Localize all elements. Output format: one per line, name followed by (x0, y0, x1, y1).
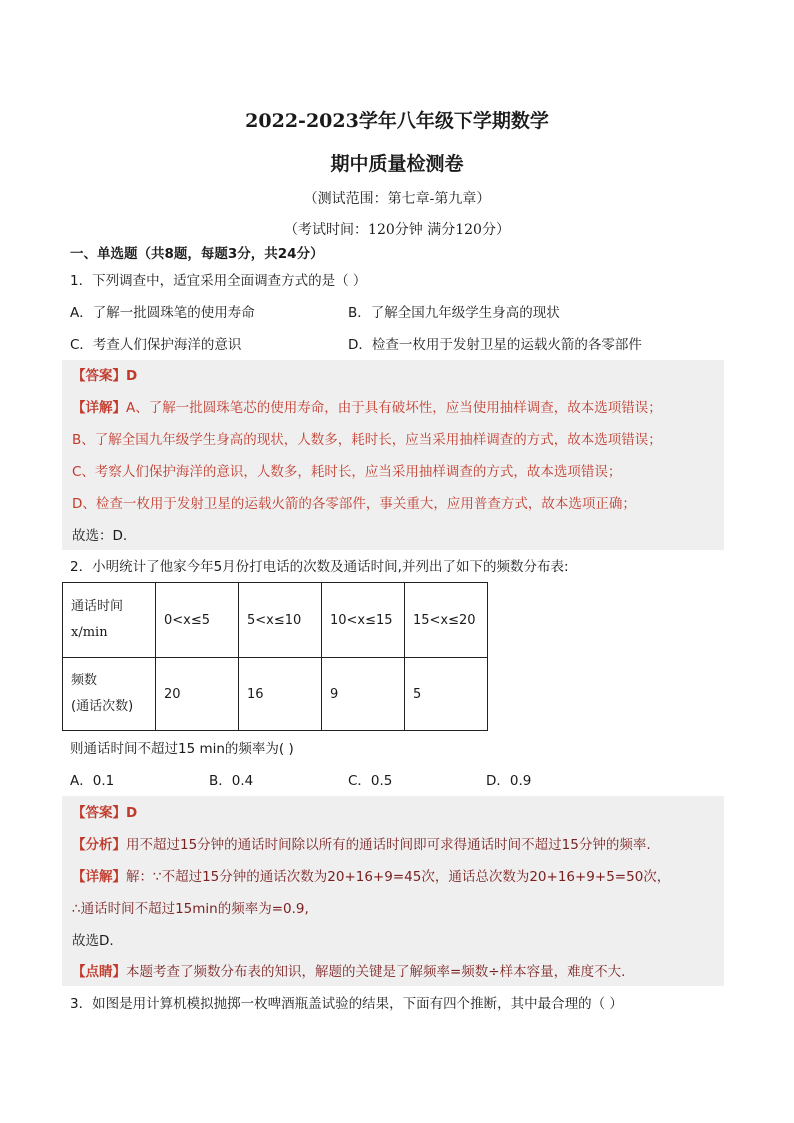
q2-analysis: 【分析】用不超过15分钟的通话时间除以所有的通话时间即可求得通话时间不超过15分钟的频率. (72, 837, 651, 853)
q1-detail-a: 【详解】A、了解一批圆珠笔芯的使用寿命，由于具有破坏性，应当使用抽样调查，故本选项错误； (72, 400, 662, 416)
q1-detail-d: D、检查一枚用于发射卫星的运载火箭的各零部件，事关重大，应用普查方式，故本选项正确； (72, 496, 636, 512)
q2-detail-1: 【详解】解：∵不超过15分钟的通话次数为20+16+9=45次，通话总次数为20+16+9+5=50次， (72, 869, 671, 885)
table-header-cell: 频数 (通话次数) (63, 658, 156, 731)
q2-option-a: A．0.1 (70, 773, 115, 789)
table-cell: 5 (405, 658, 488, 731)
q3-stem: 3．如图是用计算机模拟抛掷一枚啤酒瓶盖试验的结果，下面有四个推断，其中最合理的（ ） (70, 996, 623, 1012)
section-heading: 一、单选题（共8题，每题3分，共24分） (70, 246, 324, 262)
q2-conclusion: 故选D. (72, 933, 114, 949)
q2-stem: 2．小明统计了他家今年5月份打电话的次数及通话时间,并列出了如下的频数分布表: (70, 559, 569, 575)
q1-option-d: D．检查一枚用于发射卫星的运载火箭的各零部件 (348, 337, 642, 353)
table-cell: 20 (156, 658, 239, 731)
exam-subtitle: 期中质量检测卷 (330, 153, 464, 175)
q1-conclusion: 故选：D. (72, 528, 128, 544)
q1-answer: 【答案】D (72, 368, 138, 384)
table-cell: 9 (322, 658, 405, 731)
q2-answer-panel (62, 796, 724, 986)
q2-option-d: D．0.9 (486, 773, 532, 789)
table-header-cell: 通话时间 x/min (63, 583, 156, 658)
table-cell: 16 (239, 658, 322, 731)
q2-option-b: B．0.4 (209, 773, 254, 789)
q1-detail-b: B、了解全国九年级学生身高的现状，人数多，耗时长，应当采用抽样调查的方式，故本选项错误； (72, 432, 662, 448)
exam-title: 2022-2023学年八年级下学期数学 (245, 110, 549, 132)
frequency-table (62, 582, 488, 731)
q2-detail-2: ∴通话时间不超过15min的频率为=0.9, (72, 901, 309, 917)
table-cell: 0<x≤5 (156, 583, 239, 658)
table-cell: 15<x≤20 (405, 583, 488, 658)
q1-option-a: A．了解一批圆珠笔的使用寿命 (70, 305, 255, 321)
table-row (63, 583, 488, 658)
q1-option-b: B．了解全国九年级学生身高的现状 (348, 305, 560, 321)
q2-answer: 【答案】D (72, 805, 138, 821)
table-cell: 5<x≤10 (239, 583, 322, 658)
exam-time: （考试时间：120分钟 满分120分） (284, 222, 510, 238)
q2-question: 则通话时间不超过15 min的频率为( ) (70, 741, 294, 757)
q1-stem: 1．下列调查中，适宜采用全面调查方式的是（ ） (70, 273, 367, 289)
q1-answer-panel (62, 360, 724, 550)
table-row (63, 658, 488, 731)
table-cell: 10<x≤15 (322, 583, 405, 658)
q1-detail-c: C、考察人们保护海洋的意识，人数多，耗时长，应当采用抽样调查的方式，故本选项错误； (72, 464, 622, 480)
exam-scope: （测试范围：第七章-第九章） (303, 191, 491, 207)
q2-option-c: C．0.5 (348, 773, 393, 789)
q2-comment: 【点睛】本题考查了频数分布表的知识，解题的关键是了解频率=频数÷样本容量，难度不大. (72, 964, 626, 980)
q1-option-c: C．考查人们保护海洋的意识 (70, 337, 242, 353)
